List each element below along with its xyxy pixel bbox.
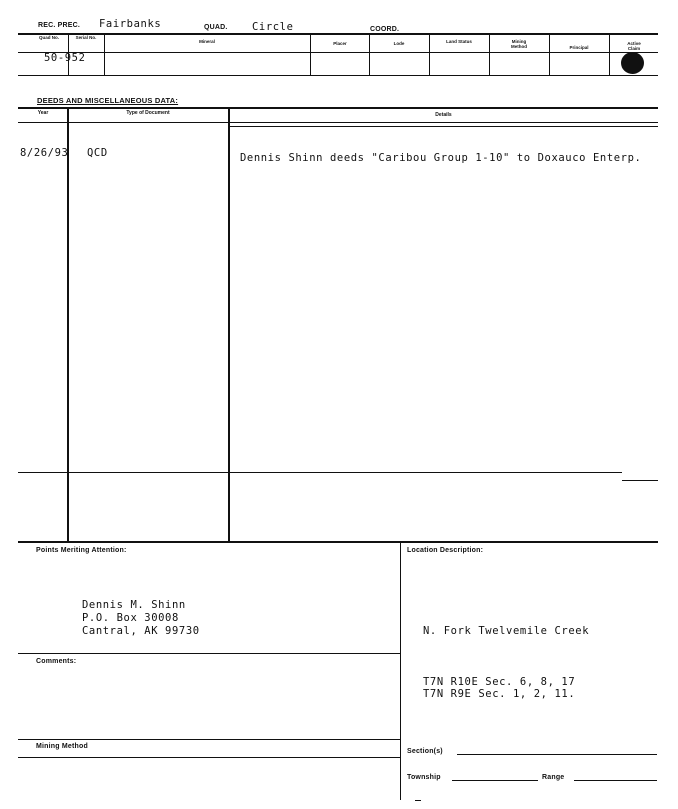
- comments-label: Comments:: [36, 658, 77, 665]
- serial-number-value: 50-952: [44, 52, 86, 64]
- location-creek: N. Fork Twelvemile Creek: [423, 625, 590, 637]
- deed-year: 8/26/93: [20, 147, 69, 159]
- quad-label: QUAD.: [204, 24, 228, 31]
- address-block: [82, 599, 200, 638]
- address-line: Dennis M. Shinn: [82, 599, 186, 611]
- deed-details: Dennis Shinn deeds "Caribou Group 1-10" to Doxauco Enterp.: [240, 152, 642, 164]
- rec-prec-label: REC. PREC.: [38, 22, 81, 29]
- col-mineral: Mineral: [199, 39, 215, 44]
- active-claim-dot: [621, 52, 644, 74]
- quad-value: Circle: [252, 21, 294, 33]
- col-mining-method: Mining Method: [511, 39, 527, 49]
- col-details: Details: [435, 112, 452, 118]
- col-document-type: Type of Document: [126, 110, 170, 116]
- col-land-status: Land Status: [446, 39, 472, 44]
- township-label: Township: [407, 774, 441, 781]
- range-label: Range: [542, 774, 565, 781]
- address-line: P.O. Box 30008: [82, 612, 179, 624]
- col-active-claim: Active Claim: [627, 41, 641, 51]
- location-section-line: T7N R10E Sec. 6, 8, 17: [423, 676, 576, 688]
- deeds-section-title: DEEDS AND MISCELLANEOUS DATA:: [37, 96, 179, 105]
- points-label: Points Meriting Attention:: [36, 547, 127, 554]
- col-principal: Principal: [569, 45, 589, 50]
- address-line: Cantral, AK 99730: [82, 625, 200, 637]
- location-label: Location Description:: [407, 547, 484, 554]
- col-lode: Lode: [393, 41, 405, 46]
- deed-type: QCD: [87, 147, 108, 159]
- mining-method-label: Mining Method: [36, 743, 88, 750]
- coord-label: COORD.: [370, 26, 400, 33]
- col-year: Year: [37, 110, 49, 116]
- section-label: Section(s): [407, 748, 443, 755]
- col-quad-no: Quad No.: [39, 35, 59, 40]
- col-serial-no: Serial No.: [75, 35, 97, 40]
- rec-prec-value: Fairbanks: [99, 18, 162, 30]
- location-section-line: T7N R9E Sec. 1, 2, 11.: [423, 688, 576, 700]
- col-placer: Placer: [333, 41, 347, 46]
- location-sections: [423, 676, 575, 700]
